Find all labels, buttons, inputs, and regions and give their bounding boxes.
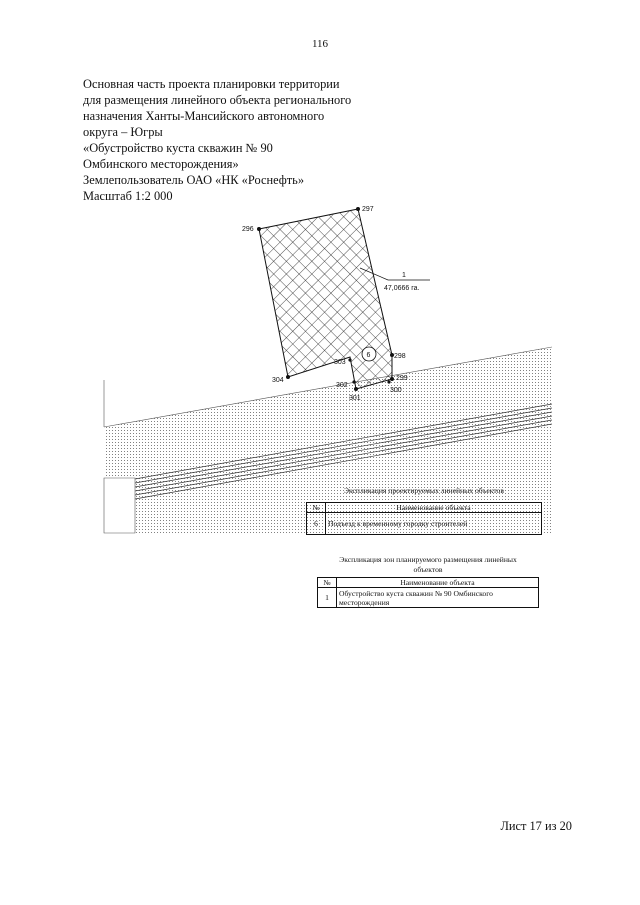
vertex-label-298: 298 [394, 353, 406, 360]
zone-number: 1 [402, 272, 406, 279]
vertex-label-302: 302 [336, 382, 348, 389]
vertex-301 [354, 387, 358, 391]
header-line: округа – Югры [83, 125, 163, 139]
zones-table [317, 555, 539, 608]
vertex-296 [257, 227, 261, 231]
vertex-300 [387, 380, 390, 383]
vertex-304 [286, 375, 290, 379]
sheet-number: Лист 17 из 20 [500, 819, 572, 833]
col-number-header: № [318, 578, 337, 588]
table-title: Экспликация зон планируемого размещения линейных [339, 555, 517, 564]
vertex-label-299: 299 [396, 375, 408, 382]
vertex-302 [352, 380, 355, 383]
vertex-label-301: 301 [349, 395, 361, 402]
header-line: «Обустройство куста скважин № 90 [83, 141, 273, 155]
table-title-cont: объектов [413, 565, 443, 574]
header-line: Основная часть проекта планировки территории [83, 77, 340, 91]
scale-line: Масштаб 1:2 000 [83, 189, 173, 203]
table-title: Экспликация проектируемых линейных объектов [344, 486, 504, 495]
vertex-297 [356, 207, 360, 211]
header-line: назначения Ханты-Мансийского автономного [83, 109, 325, 123]
vertex-label-297: 297 [362, 206, 374, 213]
map-notch [104, 478, 135, 533]
row-name: Обустройство куста скважин № 90 Омбинского месторождения [337, 588, 539, 608]
col-number-header: № [307, 503, 326, 513]
col-name-header: Наименование объекта [326, 503, 542, 513]
zone-area: 47,0666 га. [384, 285, 420, 292]
document-header [83, 76, 403, 204]
header-line: для размещения линейного объекта регионального [83, 93, 352, 107]
vertex-label-300: 300 [390, 387, 402, 394]
vertex-299 [390, 377, 394, 381]
header-line: Землепользователь ОАО «НК «Роснефть» [83, 173, 305, 187]
vertex-303 [348, 358, 351, 361]
header-line: Омбинского месторождения» [83, 157, 239, 171]
vertex-label-303: 303 [334, 359, 346, 366]
row-number: 1 [318, 588, 337, 608]
row-number: 6 [307, 513, 326, 535]
col-name-header: Наименование объекта [337, 578, 539, 588]
vertex-label-296: 296 [242, 226, 254, 233]
object-marker-number: 6 [366, 352, 371, 359]
row-name: Подъезд к временному городку строителей [326, 513, 542, 535]
page-number: 116 [311, 38, 329, 50]
planning-zone [259, 209, 392, 389]
linear-objects-table [306, 486, 542, 535]
vertex-label-304: 304 [272, 377, 284, 384]
